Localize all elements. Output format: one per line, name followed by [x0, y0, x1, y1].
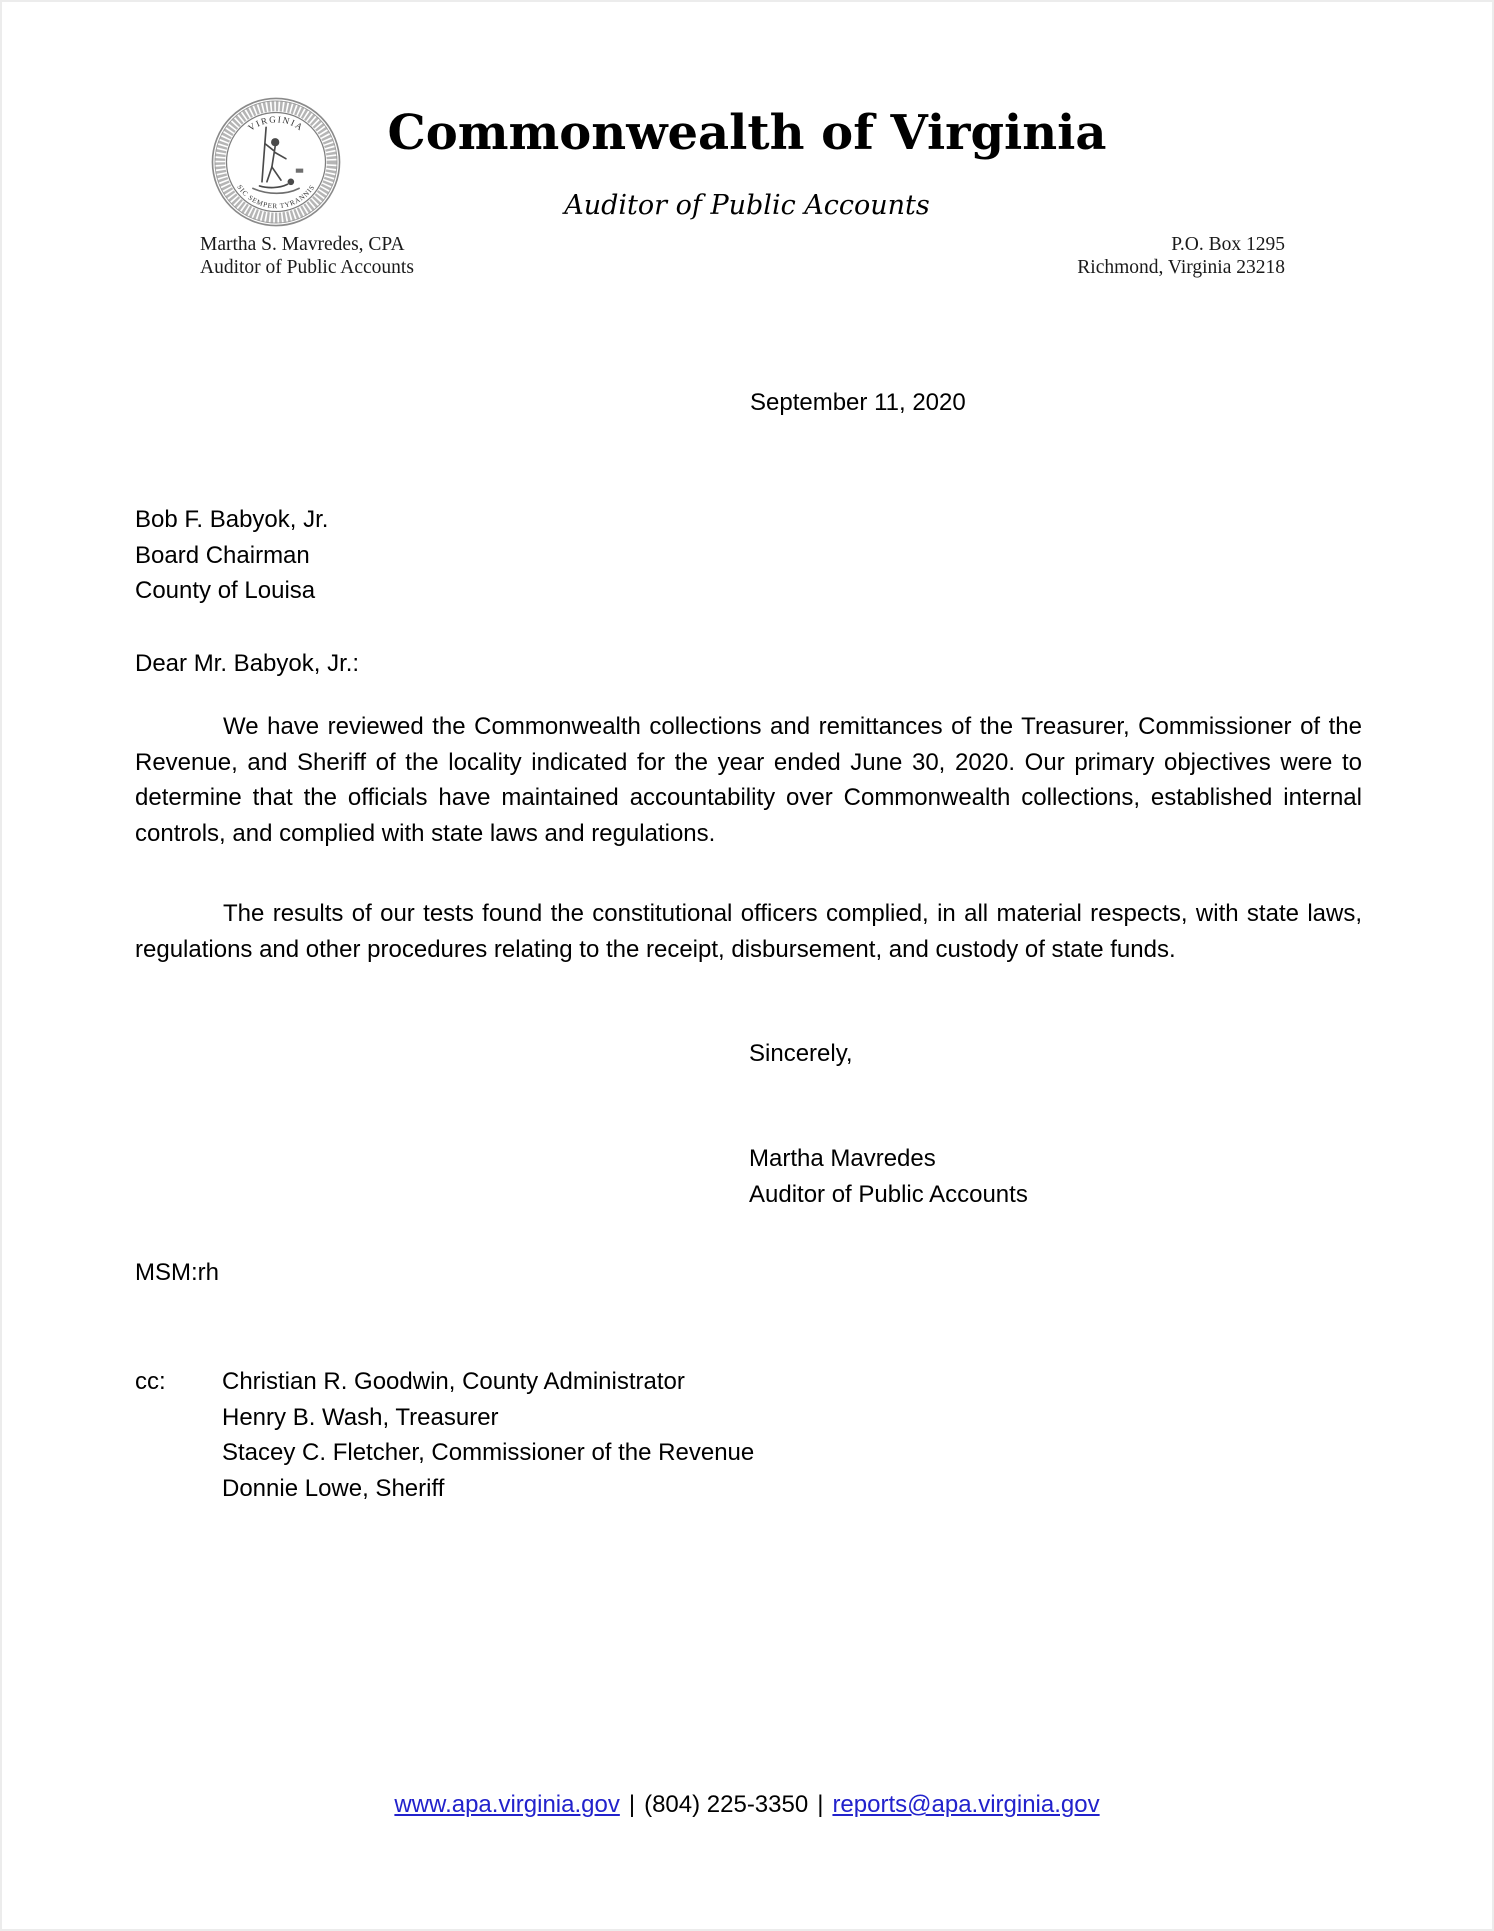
body-paragraph-2: The results of our tests found the constitutional officers complied, in all material respects, with state laws, regulations and other procedures relating to the receipt, disbursement, and custody of state funds.: [135, 900, 1362, 963]
footer-separator: |: [628, 1791, 636, 1818]
organization-subtitle: Auditor of Public Accounts: [564, 190, 930, 221]
signature-block: [749, 1141, 1028, 1212]
footer: [2, 1791, 1492, 1819]
footer-phone: (804) 225-3350: [644, 1791, 809, 1818]
cc-item: Henry B. Wash, Treasurer: [222, 1403, 499, 1431]
footer-separator: |: [817, 1791, 824, 1818]
address-block: [1077, 233, 1285, 279]
cc-item: Donnie Lowe, Sheriff: [222, 1474, 445, 1502]
reference-initials: MSM:rh: [135, 1259, 219, 1286]
recipient-name: Bob F. Babyok, Jr.: [135, 506, 329, 533]
website-link[interactable]: www.apa.virginia.gov: [394, 1791, 620, 1818]
official-title: Auditor of Public Accounts: [200, 257, 414, 278]
signer-name: Martha Mavredes: [749, 1145, 936, 1172]
cc-label: cc:: [135, 1368, 166, 1395]
body-paragraph-1: We have reviewed the Commonwealth collections and remittances of the Treasurer, Commissioner of the Revenue, and Sheriff of the locality indicated for the year ended June 30, 2020. Our primary objectives were to determine that the officials have maintained accountability over Commonwealth collections, established internal controls, and complied with state laws and regulations.: [135, 713, 1362, 847]
organization-title: Commonwealth of Virginia: [387, 105, 1107, 161]
address-po-box: P.O. Box 1295: [1171, 234, 1285, 255]
email-link[interactable]: reports@apa.virginia.gov: [832, 1791, 1100, 1818]
salutation: Dear Mr. Babyok, Jr.:: [135, 650, 360, 677]
recipient-locality: County of Louisa: [135, 577, 316, 604]
cc-list: [222, 1364, 754, 1506]
official-block: [200, 233, 414, 279]
signer-title: Auditor of Public Accounts: [749, 1180, 1028, 1208]
address-city: Richmond, Virginia 23218: [1077, 257, 1285, 278]
seal-bottom-text: SIC SEMPER TYRANNIS: [235, 183, 317, 211]
cc-item: Christian R. Goodwin, County Administrator: [222, 1368, 685, 1395]
recipient-block: [135, 502, 328, 609]
seal-top-text: VIRGINIA: [246, 114, 306, 133]
official-name: Martha S. Mavredes, CPA: [200, 234, 405, 255]
letter-date: September 11, 2020: [750, 389, 966, 416]
closing-line: Sincerely,: [749, 1040, 853, 1067]
recipient-title: Board Chairman: [135, 541, 310, 569]
cc-item: Stacey C. Fletcher, Commissioner of the Revenue: [222, 1439, 755, 1466]
